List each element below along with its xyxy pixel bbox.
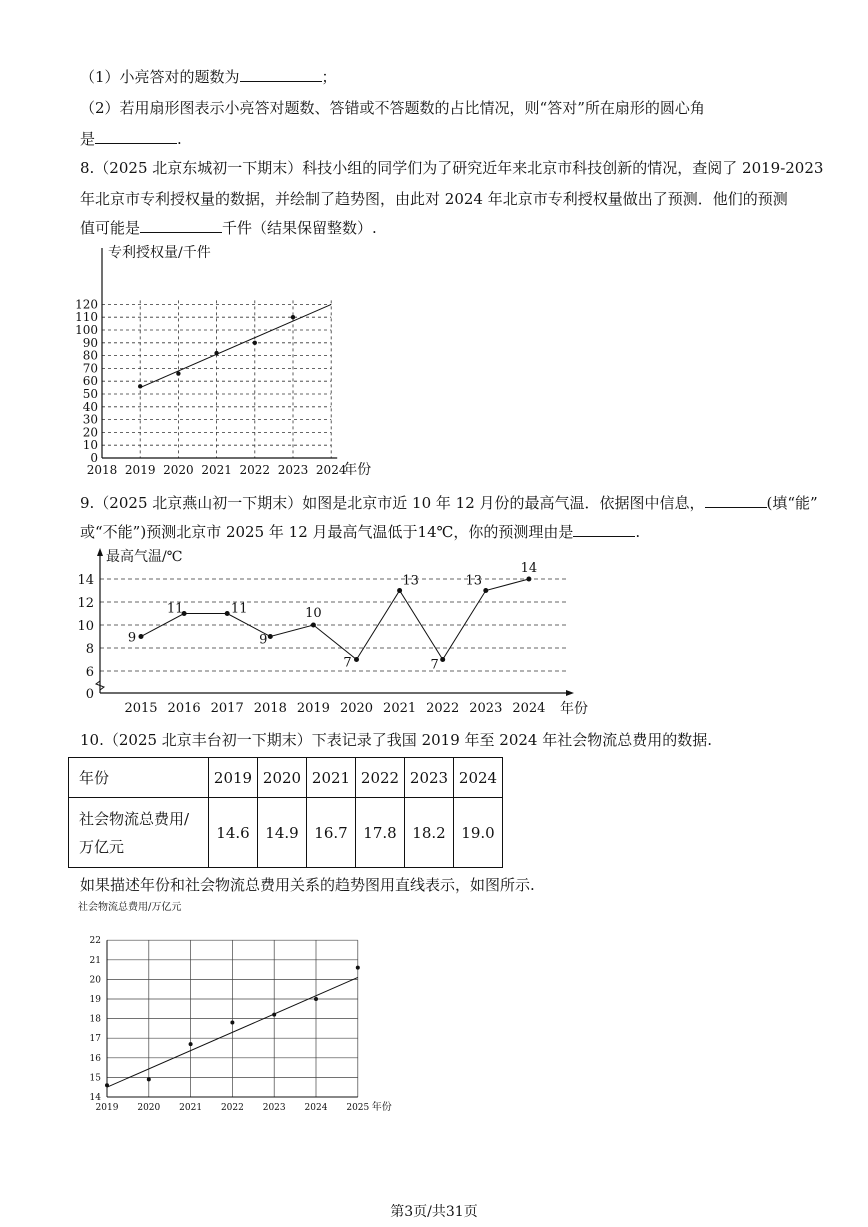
x-tick-label: 2023 bbox=[262, 1103, 286, 1113]
y-tick-label: 0 bbox=[85, 687, 94, 702]
q9-line1 bbox=[80, 492, 818, 513]
y-tick-label: 14 bbox=[77, 573, 94, 588]
x-tick-label: 2016 bbox=[167, 701, 201, 716]
q8-line3b: 千件（结果保留整数）. bbox=[222, 219, 377, 237]
y-tick-label: 70 bbox=[82, 361, 98, 376]
q10-line1 bbox=[80, 729, 712, 750]
data-point bbox=[147, 1077, 151, 1081]
x-tick-label: 2017 bbox=[210, 701, 244, 716]
q9-line2 bbox=[80, 521, 640, 542]
x-tick-label: 2019 bbox=[124, 463, 156, 477]
y-axis-label: 专利授权量/千件 bbox=[108, 245, 211, 261]
data-label: 13 bbox=[465, 573, 483, 589]
data-label: 11 bbox=[230, 601, 248, 617]
y-tick-label: 19 bbox=[89, 995, 101, 1005]
q7-part1 bbox=[80, 66, 337, 87]
data-point bbox=[225, 611, 230, 616]
data-label: 7 bbox=[343, 655, 352, 671]
q10-line2-text: 如果描述年份和社会物流总费用关系的趋势图用直线表示，如图所示. bbox=[80, 876, 535, 894]
y-tick-label: 90 bbox=[82, 335, 98, 350]
y-tick-label: 10 bbox=[77, 619, 94, 634]
y-tick-label: 100 bbox=[75, 323, 98, 337]
data-point bbox=[138, 384, 142, 388]
x-tick-label: 2022 bbox=[426, 701, 460, 716]
x-tick-label: 2022 bbox=[239, 463, 271, 477]
x-tick-label: 2018 bbox=[253, 701, 287, 716]
y-tick-label: 30 bbox=[82, 412, 98, 427]
x-tick-label: 2019 bbox=[296, 701, 330, 716]
table-header-row bbox=[69, 758, 503, 798]
q9-line2a: 或“不能”)预测北京市 2025 年 12 月最高气温低于14℃，你的预测理由是 bbox=[80, 523, 574, 541]
y-tick-label: 10 bbox=[82, 438, 98, 453]
logistics-table bbox=[68, 757, 503, 868]
table-year: 2024 bbox=[454, 758, 503, 798]
x-axis-label: 年份 bbox=[343, 462, 372, 478]
data-point bbox=[314, 997, 318, 1001]
x-tick-label: 2021 bbox=[383, 701, 417, 716]
y-tick-label: 22 bbox=[89, 936, 101, 947]
q8-line3 bbox=[80, 217, 377, 238]
y-tick-label: 110 bbox=[75, 310, 98, 325]
y-tick-label: 17 bbox=[89, 1034, 101, 1045]
y-tick-label: 120 bbox=[75, 297, 98, 312]
table-value: 14.9 bbox=[258, 798, 307, 868]
data-label: 9 bbox=[259, 632, 268, 648]
table-value: 19.0 bbox=[454, 798, 503, 868]
page-footer: 第3页/共31页 bbox=[390, 1204, 478, 1220]
y-tick-label: 20 bbox=[82, 425, 98, 440]
temperature-line bbox=[141, 579, 529, 660]
data-point bbox=[354, 657, 359, 662]
x-tick-label: 2025 bbox=[346, 1103, 370, 1113]
table-row-label-1: 社会物流总费用/ bbox=[79, 809, 190, 828]
x-tick-label: 2015 bbox=[124, 701, 158, 716]
table-value: 14.6 bbox=[209, 798, 258, 868]
table-value: 16.7 bbox=[307, 798, 356, 868]
y-tick-label: 20 bbox=[89, 975, 101, 986]
q7-blank-2[interactable] bbox=[95, 129, 177, 144]
x-tick-label: 2024 bbox=[512, 701, 546, 716]
y-tick-label: 8 bbox=[85, 642, 94, 657]
table-year: 2023 bbox=[405, 758, 454, 798]
y-tick-label: 15 bbox=[89, 1073, 101, 1084]
x-tick-label: 2024 bbox=[304, 1103, 328, 1113]
q9-line2b: . bbox=[635, 523, 641, 541]
data-point bbox=[189, 1042, 193, 1046]
data-label: 10 bbox=[305, 606, 322, 621]
data-point bbox=[105, 1083, 109, 1087]
x-tick-label: 2021 bbox=[179, 1103, 203, 1113]
data-label: 7 bbox=[430, 657, 439, 673]
table-value: 17.8 bbox=[356, 798, 405, 868]
data-point bbox=[483, 588, 488, 593]
data-point bbox=[440, 657, 445, 662]
patent-chart bbox=[70, 240, 400, 480]
y-tick-label: 21 bbox=[89, 955, 101, 966]
y-tick-label: 80 bbox=[82, 348, 98, 363]
y-axis-arrow bbox=[97, 548, 103, 556]
q8-blank[interactable] bbox=[140, 218, 222, 233]
x-tick-label: 2019 bbox=[95, 1103, 119, 1113]
data-point bbox=[272, 1013, 276, 1017]
q7-blank-1[interactable] bbox=[240, 67, 322, 82]
table-year: 2019 bbox=[209, 758, 258, 798]
data-label: 9 bbox=[127, 630, 137, 646]
q10-line1-text: 10.（2025 北京丰台初一下期末）下表记录了我国 2019 年至 2024 年社会物流总费用的数据. bbox=[80, 731, 712, 749]
q8-line2 bbox=[80, 188, 788, 209]
table-row-label-2: 万亿元 bbox=[79, 837, 125, 856]
data-label: 11 bbox=[166, 601, 184, 617]
y-tick-label: 18 bbox=[89, 1014, 101, 1025]
q9-line1a: 9.（2025 北京燕山初一下期末）如图是北京市近 10 年 12 月份的最高气温．依据图中信息， bbox=[80, 494, 705, 512]
y-axis-label: 最高气温/℃ bbox=[106, 549, 183, 565]
q8-line1 bbox=[80, 157, 823, 178]
x-tick-label: 2023 bbox=[469, 701, 503, 716]
x-axis-label: 年份 bbox=[371, 1102, 392, 1113]
data-point bbox=[526, 577, 531, 582]
table-value: 18.2 bbox=[405, 798, 454, 868]
x-axis-label: 年份 bbox=[560, 701, 588, 717]
x-tick-label: 2020 bbox=[163, 463, 194, 477]
x-tick-label: 2020 bbox=[339, 701, 374, 716]
table-header-label: 年份 bbox=[69, 758, 209, 798]
q7-part2-text: （2）若用扇形图表示小亮答对题数、答错或不答题数的占比情况，则“答对”所在扇形的圆心角 bbox=[80, 99, 705, 117]
y-tick-label: 0 bbox=[90, 451, 98, 465]
q9-line1b: (填“能” bbox=[766, 494, 818, 512]
table-value-row bbox=[69, 798, 503, 868]
data-point bbox=[214, 351, 218, 355]
y-tick-label: 50 bbox=[82, 387, 98, 401]
table-year: 2020 bbox=[258, 758, 307, 798]
x-tick-label: 2020 bbox=[137, 1103, 161, 1113]
data-point bbox=[230, 1021, 234, 1025]
q7-part1-end: ； bbox=[321, 68, 337, 86]
table-row-label bbox=[69, 798, 209, 868]
y-tick-label: 12 bbox=[77, 596, 94, 611]
logistics-chart bbox=[70, 898, 410, 1120]
y-tick-label: 40 bbox=[82, 399, 98, 414]
q8-line3a: 值可能是 bbox=[80, 219, 141, 237]
q8-line2-text: 年北京市专利授权量的数据，并绘制了趋势图，由此对 2024 年北京市专利授权量做出了预测．他们的预测 bbox=[80, 190, 788, 208]
table-year: 2022 bbox=[356, 758, 405, 798]
data-point bbox=[253, 341, 257, 345]
y-tick-label: 14 bbox=[89, 1093, 101, 1103]
data-point bbox=[291, 315, 295, 319]
q7-part2b bbox=[80, 128, 182, 149]
q9-blank-2[interactable] bbox=[573, 522, 635, 537]
y-axis-label: 社会物流总费用/万亿元 bbox=[78, 902, 182, 913]
data-label: 14 bbox=[520, 561, 538, 576]
q8-line1-text: 8.（2025 北京东城初一下期末）科技小组的同学们为了研究近年来北京市科技创新的情况，查阅了 2019-2023 bbox=[80, 159, 824, 177]
q7-part2b-end: . bbox=[177, 130, 182, 148]
y-tick-label: 16 bbox=[89, 1053, 101, 1064]
q10-line2 bbox=[80, 874, 535, 895]
temperature-chart bbox=[70, 545, 610, 720]
y-tick-label: 60 bbox=[82, 374, 98, 389]
x-tick-label: 2022 bbox=[220, 1103, 244, 1113]
q9-blank-1[interactable] bbox=[705, 493, 767, 508]
x-axis-arrow bbox=[566, 690, 574, 696]
y-tick-label: 6 bbox=[85, 665, 94, 680]
table-year: 2021 bbox=[307, 758, 356, 798]
q7-part1-text: （1）小亮答对的题数为 bbox=[80, 68, 240, 86]
x-tick-label: 2018 bbox=[86, 463, 118, 477]
x-tick-label: 2023 bbox=[277, 463, 309, 477]
data-label: 13 bbox=[402, 573, 419, 589]
data-point bbox=[268, 634, 273, 639]
data-point bbox=[176, 371, 180, 375]
data-point bbox=[356, 966, 360, 970]
q7-part2 bbox=[80, 97, 705, 118]
data-point bbox=[311, 623, 316, 628]
q7-part2b-text: 是 bbox=[80, 130, 96, 148]
data-point bbox=[139, 634, 144, 639]
x-tick-label: 2024 bbox=[315, 463, 347, 477]
x-tick-label: 2021 bbox=[201, 463, 232, 477]
data-point bbox=[397, 588, 402, 593]
